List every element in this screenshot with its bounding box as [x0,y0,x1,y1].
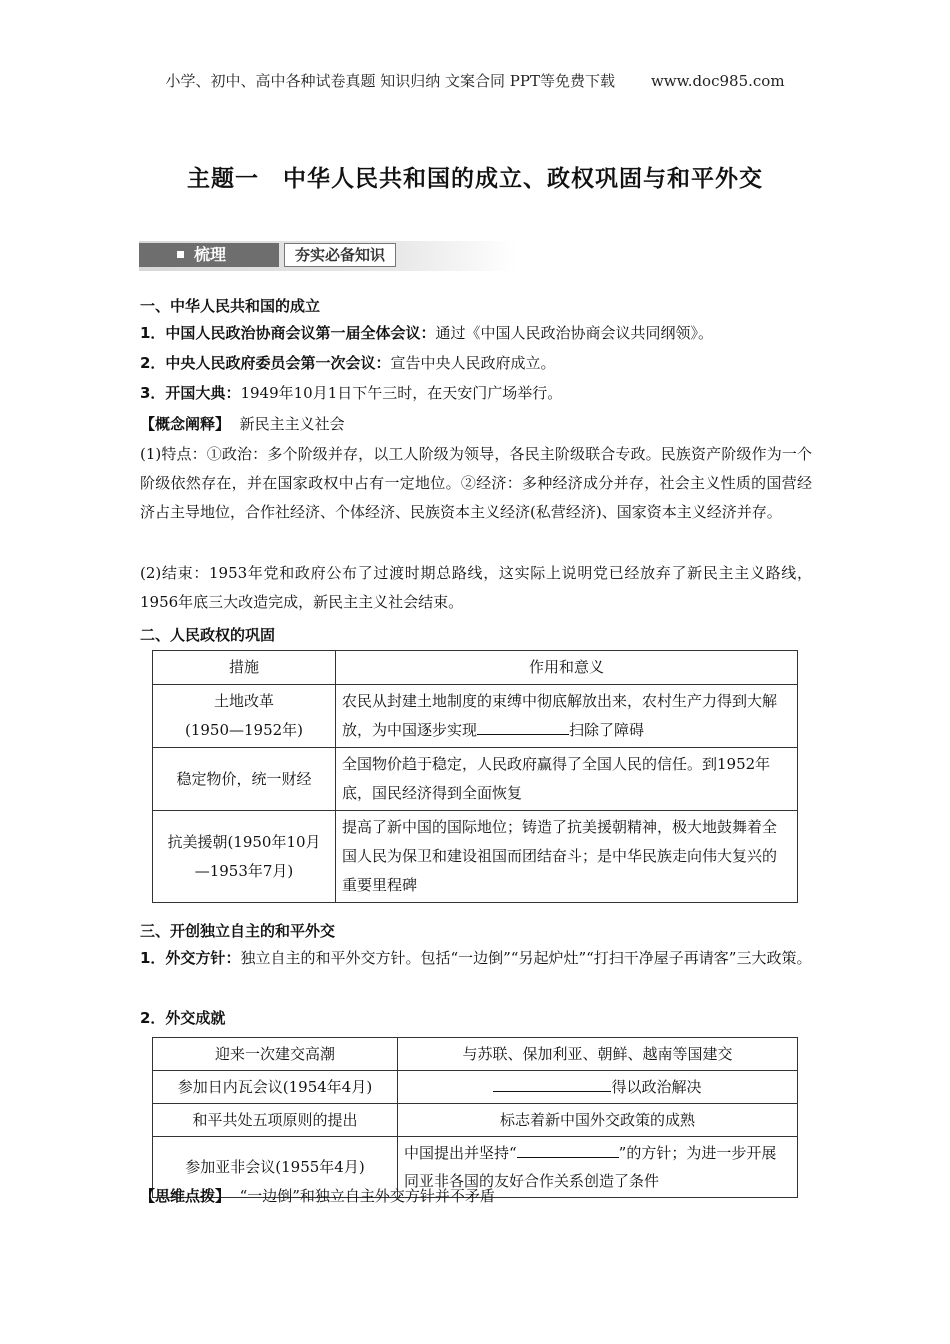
diplomacy-table [152,1037,798,1198]
concept-features: (1)特点：①政治：多个阶级并存，以工人阶级为领导，各民主阶级联合专政。民族资产阶级作为一个阶级依然存在，并在国家政权中占有一定地位。②经济：多种经济成分并存，社会主义性质的国营经济占主导地位，合作社经济、个体经济、民族资本主义经济(私营经济)、国家资本主义经济并存。 [140,445,812,521]
fill-blank[interactable] [493,1075,611,1092]
square-icon [177,251,184,258]
item-1: 1．中国人民政治协商会议第一届全体会议：通过《中国人民政治协商会议共同纲领》。 [140,324,713,342]
table-header: 作用和意义 [336,651,798,685]
concept-end: (2)结束：1953年党和政府公布了过渡时期总路线，这实际上说明党已经放弃了新民主主义路线，1956年底三大改造完成，新民主主义社会结束。 [140,564,812,611]
section-heading-3: 三、开创独立自主的和平外交 [140,922,336,940]
table-header: 措施 [153,651,336,685]
item-3: 3．开国大典：1949年10月1日下午三时，在天安门广场举行。 [140,384,563,402]
page-header [0,70,950,91]
header-text: 小学、初中、高中各种试卷真题 知识归纳 文案合同 PPT等免费下载 [165,72,615,90]
table-row: 和平共处五项原则的提出 标志着新中国外交政策的成熟 [153,1104,798,1137]
thinking-tip: 【思维点拨】 “一边倒”和独立自主外交方针并不矛盾 [140,1187,495,1205]
table-row: 参加亚非会议(1955年4月) 中国提出并坚持“ ”的方针；为进一步开展同亚非各国的友好合作关系创造了条件 [153,1137,798,1198]
consolidation-table [152,650,798,903]
table-row: 抗美援朝(1950年10月 —1953年7月) 提高了新中国的国际地位；铸造了抗美援朝精神，极大地鼓舞着全国人民为保卫和建设祖国而团结奋斗；是中华民族走向伟大复兴的重要里程碑 [153,811,798,903]
header-site[interactable]: www.doc985.com [650,72,785,90]
table-row: 迎来一次建交高潮 与苏联、保加利亚、朝鲜、越南等国建交 [153,1038,798,1071]
banner-subtitle: 夯实必备知识 [284,243,396,267]
fill-blank[interactable] [477,718,569,735]
banner-label: 梳理 [139,243,279,267]
table-row: 参加日内瓦会议(1954年4月) 得以政治解决 [153,1071,798,1104]
section-heading-2: 二、人民政权的巩固 [140,626,276,644]
section-heading-1: 一、中华人民共和国的成立 [140,297,321,315]
fill-blank[interactable] [517,1141,619,1158]
table-row: 稳定物价，统一财经 全国物价趋于稳定，人民政府赢得了全国人民的信任。到1952年底，国民经济得到全面恢复 [153,748,798,811]
diplomacy-achievements: 2．外交成就 [140,1009,226,1027]
page-title: 主题一 中华人民共和国的成立、政权巩固与和平外交 [187,166,763,192]
section-banner [139,241,517,271]
concept-line: 【概念阐释】 新民主主义社会 [140,415,345,433]
diplomacy-policy: 1．外交方针：独立自主的和平外交方针。包括“一边倒”“另起炉灶”“打扫干净屋子再请客”三大政策。 [140,949,812,967]
item-2: 2．中央人民政府委员会第一次会议：宣告中央人民政府成立。 [140,354,556,372]
table-row: 土地改革 (1950—1952年) 农民从封建土地制度的束缚中彻底解放出来，农村生产力得到大解放，为中国逐步实现 扫除了障碍 [153,685,798,748]
